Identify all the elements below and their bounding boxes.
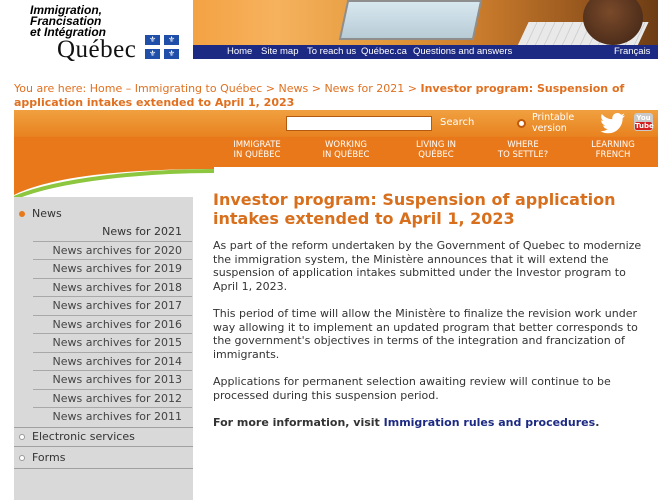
bullet-icon bbox=[19, 455, 25, 461]
breadcrumb-home[interactable]: Home – Immigrating to Québec bbox=[89, 82, 263, 95]
article-paragraph-3: Applications for permanent selection awaiting review will continue to be processed during this suspension period. bbox=[213, 375, 611, 402]
nav-learning-french[interactable]: LEARNING FRENCH bbox=[591, 140, 635, 160]
article-paragraph-1: As part of the reform undertaken by the Government of Quebec to modernize the immigration system, the Ministère announces that it will extend the suspension of application intakes submitted under the Investor program to April 1, 2023. bbox=[213, 239, 642, 293]
sidebar-sub-archive-2015[interactable]: News archives for 2015 bbox=[52, 336, 182, 349]
breadcrumb-separator: > bbox=[407, 82, 417, 95]
nav-where-to-settle[interactable]: WHERE TO SETTLE? bbox=[497, 140, 549, 160]
sidebar-sub-archive-2012[interactable]: News archives for 2012 bbox=[52, 392, 182, 405]
logo-line-1: Immigration, bbox=[30, 3, 103, 17]
printer-icon[interactable] bbox=[517, 119, 526, 128]
sidebar-sub-archive-2020[interactable]: News archives for 2020 bbox=[52, 244, 182, 257]
decorative-swoosh bbox=[14, 165, 214, 199]
logo-wordmark: Québec bbox=[57, 36, 137, 63]
immigration-rules-link[interactable]: Immigration rules and procedures bbox=[383, 416, 596, 429]
article-paragraph-2: This period of time will allow the Ministère to finalize the revision work under way allowing it to implement an updated program that better corresponds to the government's objectives in terms of the integration and francization of immigrants. bbox=[213, 307, 638, 361]
logo-line-3: et Intégration bbox=[30, 25, 107, 39]
nav-living-in-quebec[interactable]: LIVING IN QUÉBEC bbox=[415, 140, 457, 160]
article-title: Investor program: Suspension of application intakes extended to April 1, 2023 bbox=[213, 190, 616, 228]
topnav-questions-answers[interactable]: Questions and answers bbox=[413, 46, 513, 57]
quebec-flag-icon: ⚜ ⚜ ⚜ ⚜ bbox=[145, 35, 179, 59]
language-toggle[interactable]: Français bbox=[614, 46, 651, 57]
breadcrumb-separator: > bbox=[265, 82, 275, 95]
search-button[interactable]: Search bbox=[440, 117, 475, 128]
breadcrumb-news[interactable]: News bbox=[278, 82, 309, 95]
search-input[interactable] bbox=[286, 116, 432, 131]
breadcrumb-separator: > bbox=[311, 82, 321, 95]
sidebar-sub-archive-2016[interactable]: News archives for 2016 bbox=[52, 318, 182, 331]
topnav-site-map[interactable]: Site map bbox=[261, 46, 299, 57]
sidebar-sub-archive-2017[interactable]: News archives for 2017 bbox=[52, 299, 182, 312]
sidebar-sub-news-2021[interactable]: News for 2021 bbox=[102, 225, 182, 238]
header-banner-image bbox=[193, 0, 658, 45]
sidebar-sub-archive-2019[interactable]: News archives for 2019 bbox=[52, 262, 182, 275]
quebec-logo[interactable] bbox=[0, 0, 195, 64]
bullet-icon bbox=[19, 211, 25, 217]
topnav-to-reach-us[interactable]: To reach us bbox=[307, 46, 357, 57]
main-toolbar bbox=[14, 110, 658, 167]
topnav-quebec-ca[interactable]: Québec.ca bbox=[361, 46, 407, 57]
top-navigation bbox=[193, 45, 658, 59]
bullet-icon bbox=[19, 434, 25, 440]
article bbox=[213, 190, 653, 444]
logo-line-2: Francisation bbox=[30, 14, 102, 28]
youtube-icon[interactable]: You Tube bbox=[635, 114, 654, 130]
sidebar-sub-archive-2011[interactable]: News archives for 2011 bbox=[52, 410, 182, 423]
nav-working-in-quebec[interactable]: WORKING IN QUÉBEC bbox=[322, 140, 370, 160]
sidebar-sub-archive-2013[interactable]: News archives for 2013 bbox=[52, 373, 182, 386]
breadcrumb-prefix: You are here: bbox=[14, 82, 87, 95]
printable-version-link[interactable]: Printable version bbox=[532, 112, 575, 134]
more-info: For more information, visit Immigration rules and procedures. bbox=[213, 416, 600, 429]
sidebar-sub-archive-2014[interactable]: News archives for 2014 bbox=[52, 355, 182, 368]
nav-immigrate-in-quebec[interactable]: IMMIGRATE IN QUÉBEC bbox=[233, 140, 281, 160]
breadcrumb-news-2021[interactable]: News for 2021 bbox=[324, 82, 405, 95]
breadcrumb-current: Investor program: Suspension of application intakes extended to April 1, 2023 bbox=[14, 82, 625, 109]
topnav-home[interactable]: Home bbox=[227, 46, 253, 57]
breadcrumb bbox=[14, 82, 659, 110]
sidebar-sub-archive-2018[interactable]: News archives for 2018 bbox=[52, 281, 182, 294]
twitter-icon[interactable] bbox=[600, 113, 626, 134]
